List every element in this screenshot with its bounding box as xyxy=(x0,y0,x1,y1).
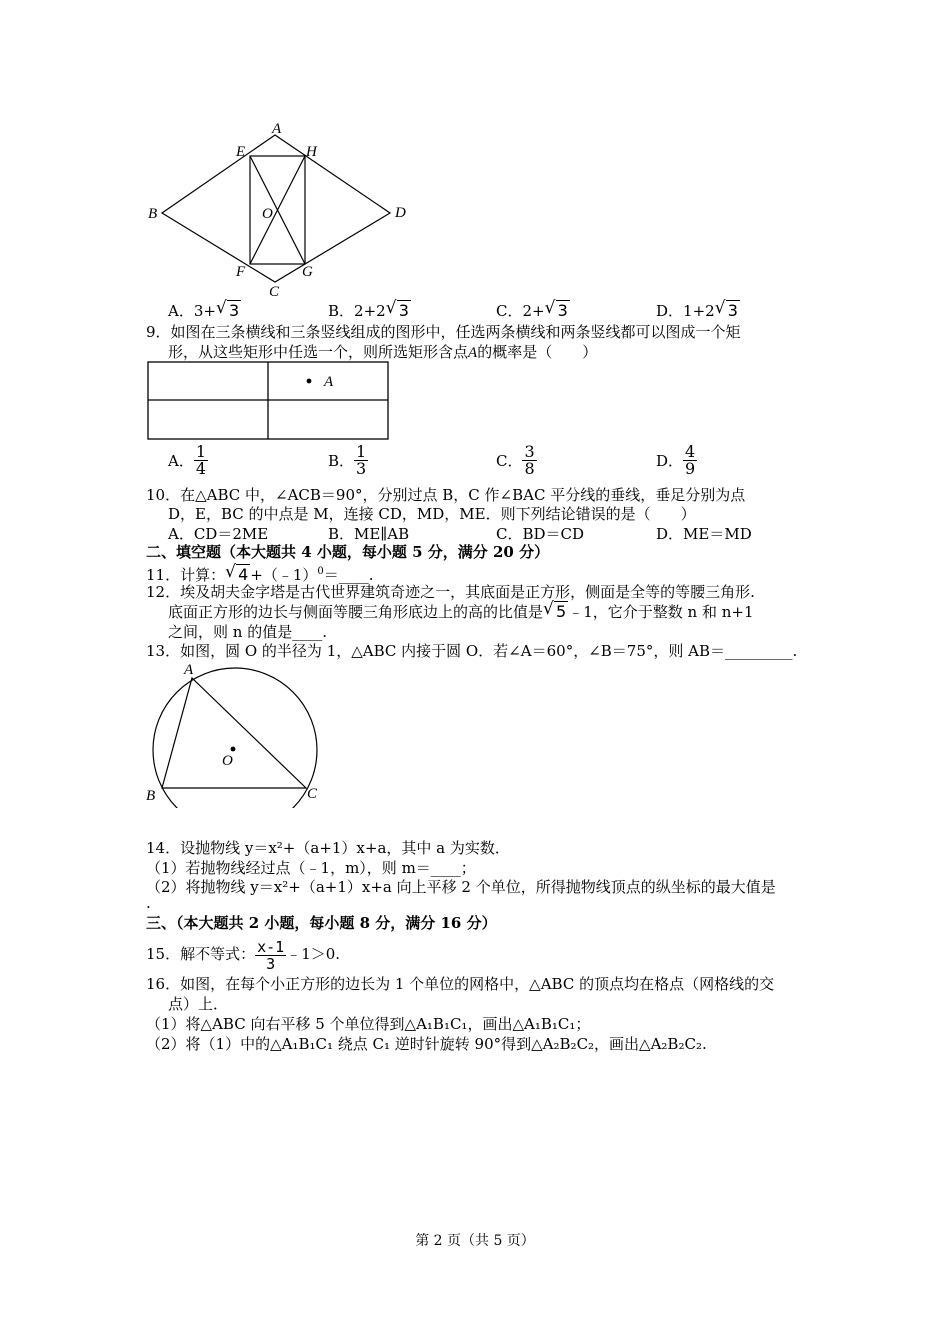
q16-text-line3: （1）将△ABC 向右平移 5 个单位得到△A₁B₁C₁，画出△A₁B₁C₁； xyxy=(146,1015,591,1033)
q8-option-d[interactable]: D．1+2 √ 3 xyxy=(656,298,738,320)
q13-label-c: C xyxy=(307,786,318,802)
q13-center-dot xyxy=(231,747,236,752)
q8-option-a[interactable]: A．3+ √ 3 xyxy=(168,298,240,320)
q9-figure xyxy=(146,360,392,442)
q10-option-c[interactable]: C．BD＝CD xyxy=(496,525,585,543)
q9-point-a-dot xyxy=(307,379,312,384)
q9-label-a: A xyxy=(324,374,334,390)
q10-text-line1: 10．在△ABC 中，∠ACB＝90°，分别过点 B，C 作∠BAC 平分线的垂线，垂足分别为点 xyxy=(146,486,746,504)
q13-text: 13．如图，圆 O 的半径为 1，△ABC 内接于圆 O．若∠A＝60°，∠B＝75°，则 AB＝_________. xyxy=(146,642,798,660)
q9-option-c[interactable]: C． $\frac{3}{8}$ xyxy=(496,442,535,478)
q14-text-line2: （1）若抛物线经过点（﹣1，m），则 m＝____； xyxy=(146,859,476,877)
q10-option-d[interactable]: D．ME＝MD xyxy=(656,525,752,543)
q8-option-c[interactable]: C．2+ √ 3 xyxy=(496,298,568,320)
q12-text-line1: 12．埃及胡夫金字塔是古代世界建筑奇迹之一，其底面是正方形，侧面是全等的等腰三角形. xyxy=(146,583,755,601)
q12-text-line3: 之间，则 n 的值是____. xyxy=(168,623,327,641)
q8-label-o: O xyxy=(262,206,273,222)
q10-text-line2: D，E，BC 的中点是 M，连接 CD，MD，ME．则下列结论错误的是（ ） xyxy=(168,505,696,523)
q10-option-b[interactable]: B．ME∥AB xyxy=(328,525,410,543)
q8-label-e: E xyxy=(236,144,246,160)
q14-text-line3: （2）将抛物线 y＝x²+（a+1）x+a 向上平移 2 个单位，所得抛物线顶点的纵坐标的最大值是 xyxy=(146,878,776,896)
q8-figure xyxy=(140,120,420,300)
q8-label-f: F xyxy=(236,264,246,280)
q14-text-line4: . xyxy=(146,894,151,912)
q9-option-a[interactable]: A． $\frac{1}{4}$ xyxy=(168,442,207,478)
q8-label-h: H xyxy=(306,144,317,160)
q8-label-c: C xyxy=(269,284,280,300)
q9-text-line2: 形，从这些矩形中任选一个，则所选矩形含点A的概率是（ ） xyxy=(168,343,598,361)
q8-option-b[interactable]: B．2+2 √ 3 xyxy=(328,298,409,320)
q8-label-a: A xyxy=(272,121,282,137)
rhombus-abcd xyxy=(162,135,390,282)
q16-text-line4: （2）将（1）中的△A₁B₁C₁ 绕点 C₁ 逆时针旋转 90°得到△A₂B₂C₂，画出△A₂B₂C₂. xyxy=(146,1035,707,1053)
q13-label-b: B xyxy=(146,788,156,804)
q13-label-o: O xyxy=(222,753,233,769)
section-3-heading: 三、（本大题共 2 小题，每小题 8 分，满分 16 分） xyxy=(146,914,497,932)
q14-text-line1: 14．设抛物线 y＝x²+（a+1）x+a，其中 a 为实数． xyxy=(146,839,510,857)
q11-text: 11．计算： √ 4 +（﹣1）$^0$＝____. xyxy=(146,562,374,584)
q12-text-line2: 底面正方形的边长与侧面等腰三角形底边上的高的比值是 √ 5 ﹣1，它介于整数 n 和 n+1 xyxy=(168,599,754,621)
q8-label-b: B xyxy=(148,206,158,222)
q13-figure xyxy=(140,660,330,808)
q9-option-b[interactable]: B． $\frac{1}{3}$ xyxy=(328,442,367,478)
q16-text-line1: 16．如图，在每个小正方形的边长为 1 个单位的网格中，△ABC 的顶点均在格点（网格线的交 xyxy=(146,975,775,993)
circle-o xyxy=(153,668,317,808)
q8-label-g: G xyxy=(302,264,313,280)
section-2-heading: 二、填空题（本大题共 4 小题，每小题 5 分，满分 20 分） xyxy=(146,543,550,561)
q16-text-line2: 点）上． xyxy=(168,995,229,1013)
q9-text-line1: 9．如图在三条横线和三条竖线组成的图形中，任选两条横线和两条竖线都可以图成一个矩 xyxy=(146,323,741,341)
q9-option-d[interactable]: D． $\frac{4}{9}$ xyxy=(656,442,696,478)
q10-option-a[interactable]: A．CD＝2ME xyxy=(168,525,269,543)
triangle-abc xyxy=(162,678,306,788)
q8-label-d: D xyxy=(395,205,406,221)
page-footer: 第 2 页（共 5 页） xyxy=(415,1233,535,1249)
q13-label-a: A xyxy=(184,662,194,678)
q15-text: 15．解不等式： $\frac{x-1}{3}$ ﹣1＞0. xyxy=(146,937,341,973)
